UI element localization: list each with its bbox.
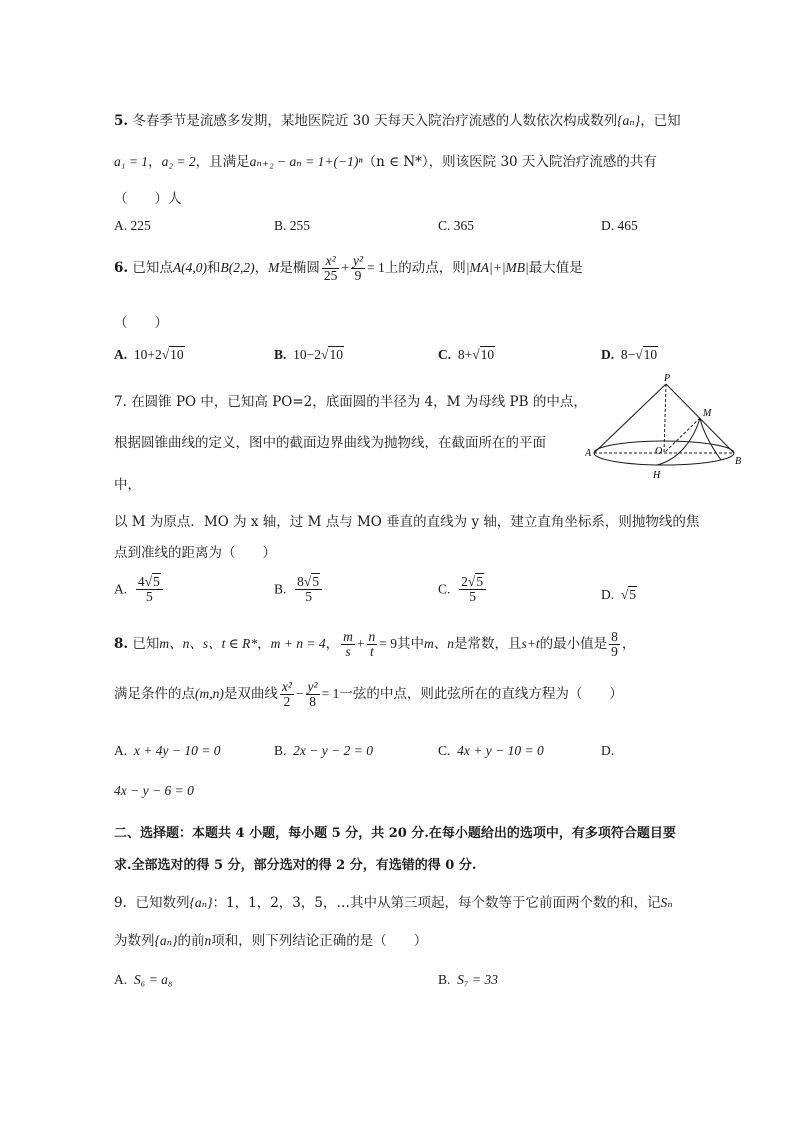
cone-figure xyxy=(585,372,755,484)
q6-number: 6. xyxy=(114,260,129,277)
q8-frac-min: $\frac{8}{9}$ xyxy=(611,629,618,660)
cone-height xyxy=(664,384,666,453)
q5-condition: （n ∈ N*） xyxy=(362,154,429,170)
q6-option-a: A. 10+2√10 xyxy=(114,347,184,362)
section2-line1: 二、选择题：本题共 4 小题，每小题 5 分，共 20 分.在每小题给出的选项中，有多项符合题目要 xyxy=(114,826,676,841)
q5-line1: 5. 冬春季节是流感多发期，某地医院近 30 天每天入院治疗流感的人数依次构成数列{aₙ}，已知 xyxy=(114,113,681,129)
q9-line2: 为数列{aₙ}的前n项和，则下列结论正确的是（ ） xyxy=(114,933,428,949)
q6-frac-x: $\frac{\text{x²}}{25}$ xyxy=(323,253,338,284)
label-h: H xyxy=(653,470,661,481)
q6-paren: （ ） xyxy=(114,315,168,331)
q8-option-d-text: 4x − y − 6 = 0 xyxy=(114,783,194,798)
q6-frac-y: $\frac{\text{y²}}{9}$ xyxy=(353,253,364,284)
q7-option-c: C. $\frac{2√5}{5}$ xyxy=(438,575,488,604)
q8-option-b: B. 2x − y − 2 = 0 xyxy=(274,743,373,758)
q5-recurrence: aₙ₊₂ − aₙ = 1+(−1)ⁿ xyxy=(249,154,363,169)
q8-frac-m-s: $\frac{m}{s}$ xyxy=(343,629,353,660)
q7-line2: 根据圆锥曲线的定义，图中的截面边界曲线为抛物线，在截面所在的平面 xyxy=(114,435,546,451)
q6-option-c: C. 8+√10 xyxy=(438,347,495,362)
q8-cond: m + n = 4 xyxy=(270,636,326,652)
q8-line2: 满足条件的点(m,n)是双曲线 $\frac{\text{x²}}{2}$ − $\frac{\text{y²}}{8}$ = 1一弦的中点，则此弦所在的直线方程为（ ） xyxy=(114,679,623,710)
section2-line2: 求.全部选对的得 5 分，部分选对的得 2 分，有选错的得 0 分. xyxy=(114,858,477,873)
q8-option-d: D. xyxy=(601,743,615,758)
q7-line4: 以 M 为原点．MO 为 x 轴，过 M 点与 MO 垂直的直线为 y 轴，建立直角坐标系，则抛物线的焦 xyxy=(114,514,700,530)
label-a: A xyxy=(585,448,592,459)
q5-a2: a₂ = 2 xyxy=(161,154,196,169)
label-m: M xyxy=(703,408,712,419)
q9-number: 9. xyxy=(114,895,127,911)
q7-line5: 点到准线的距离为（ ） xyxy=(114,545,276,561)
label-o: O xyxy=(655,446,663,457)
q5-number: 5. xyxy=(114,113,129,129)
q5-a1: a₁ = 1 xyxy=(114,154,149,169)
q8-vars: m、n、s、t ∈ R* xyxy=(159,636,258,652)
q9-option-b: B. S₇ = 33 xyxy=(438,972,498,987)
q7-option-b: B. $\frac{8√5}{5}$ xyxy=(274,575,324,604)
q7-option-a: A. $\frac{4√5}{5}$ xyxy=(114,575,165,604)
q6-option-d: D. 8−√10 xyxy=(601,347,658,362)
q5-option-d: D. 465 xyxy=(601,218,638,233)
q8-frac-n-t: $\frac{n}{t}$ xyxy=(368,629,376,660)
q6-expression: |MA|+|MB| xyxy=(465,260,529,276)
q9-sequence: {aₙ} xyxy=(189,895,213,910)
q6-point-b: B(2,2) xyxy=(220,260,255,276)
q5-option-c: C. 365 xyxy=(438,218,475,233)
q8-number: 8. xyxy=(114,636,129,653)
q6-option-b: B. 10−2√10 xyxy=(274,347,343,362)
q5-line3: （ ）人 xyxy=(114,191,182,207)
label-p: P xyxy=(664,373,671,384)
q6-point-a: A(4,0) xyxy=(172,260,208,276)
q5-text: 冬春季节是流感多发期，某地医院近 30 天每天入院治疗流感的人数依次构成数列 xyxy=(132,113,618,129)
segment-mo xyxy=(664,418,700,453)
q5-sequence: {aₙ} xyxy=(617,113,641,128)
q5-line2: a₁ = 1，a₂ = 2，且满足aₙ₊₂ − aₙ = 1+(−1)ⁿ（n ∈ N*），则该医院 30 天入院治疗流感的共有 xyxy=(114,154,657,170)
q7-option-d: D. √5 xyxy=(601,587,637,602)
q8-point: (m,n) xyxy=(195,686,224,702)
q7-line1: 7. 在圆锥 PO 中，已知高 PO=2，底面圆的半径为 4，M 为母线 PB 的中点， xyxy=(114,394,587,410)
q9-line1: 9. 已知数列{aₙ}：1，1，2，3，5，…其中从第三项起，每个数等于它前面两个数的和，记Sₙ xyxy=(114,895,673,911)
q8-option-a: A. x + 4y − 10 = 0 xyxy=(114,743,221,758)
q5-option-a: A. 225 xyxy=(114,218,151,233)
q7-line3: 中， xyxy=(114,477,141,493)
q9-option-a: A. S₆ = a₈ xyxy=(114,972,173,987)
q8-frac-x: $\frac{\text{x²}}{2}$ xyxy=(281,679,292,710)
q7-number: 7. xyxy=(114,394,127,410)
q8-option-c: C. 4x + y − 10 = 0 xyxy=(438,743,544,758)
q9-sn: Sₙ xyxy=(660,895,673,910)
q6-line1: 6. 已知点A(4,0)和B(2,2)，M是椭圆 $\frac{\text{x²}}{25}$ + $\frac{\text{y²}}{9}$ = 1上的动点，则|MA|+|MB|最大值是 xyxy=(114,253,583,284)
q8-frac-y: $\frac{\text{y²}}{8}$ xyxy=(307,679,318,710)
q8-line1: 8. 已知m、n、s、t ∈ R*，m + n = 4， $\frac{m}{s}$ + $\frac{n}{t}$ = 9其中m、n是常数，且s+t的最小值是 $\frac{8}{9}$ ， xyxy=(114,629,636,660)
q5-option-b: B. 255 xyxy=(274,218,311,233)
label-b: B xyxy=(735,456,742,467)
